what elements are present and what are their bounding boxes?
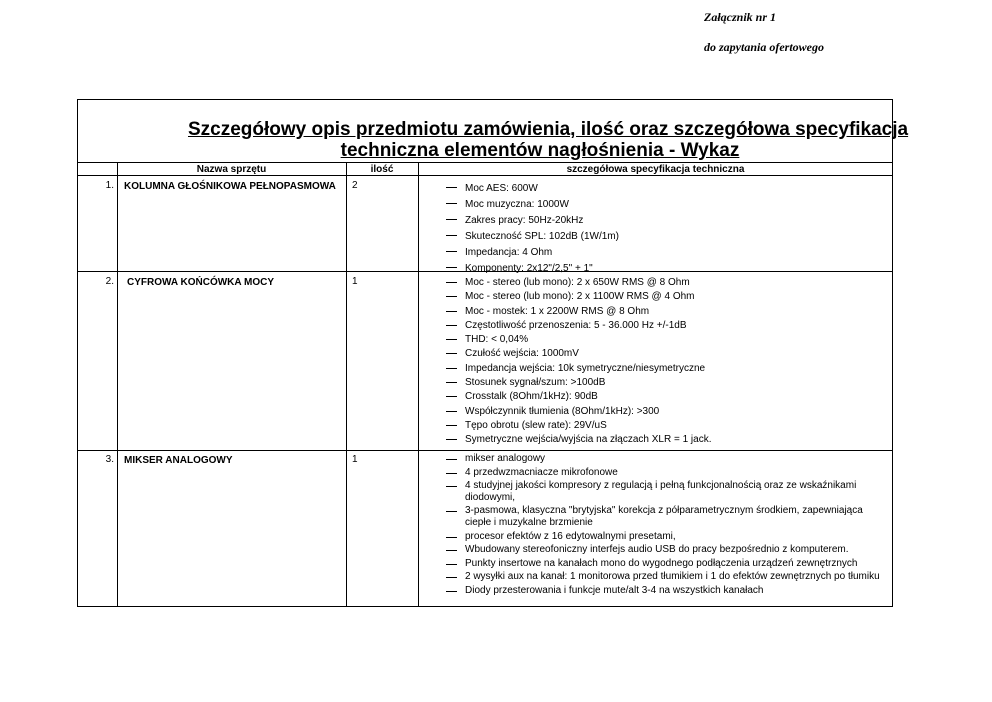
column-header-spec: szczegółowa specyfikacja techniczna (566, 164, 745, 175)
row-divider-2 (78, 450, 892, 451)
row-number: 2. (105, 276, 114, 287)
spec-item: 4 przedwzmacniacze mikrofonowe (419, 467, 889, 479)
row-quantity: 1 (352, 454, 358, 465)
row-number: 1. (105, 180, 114, 191)
row-item-name: MIKSER ANALOGOWY (124, 455, 233, 466)
spec-item: Impedancja: 4 Ohm (419, 245, 889, 261)
spec-item: Skuteczność SPL: 102dB (1W/1m) (419, 229, 889, 245)
spec-item: 3-pasmowa, klasyczna "brytyjska" korekcja z półparametrycznym środkiem, zapewniająca ciepłe i muzykalne brzmienie (419, 505, 889, 528)
spec-item: Częstotliwość przenoszenia: 5 - 36.000 Hz +/-1dB (419, 319, 889, 333)
spec-item: Moc - stereo (lub mono): 2 x 1100W RMS @ 4 Ohm (419, 290, 889, 304)
spec-item: Współczynnik tłumienia (8Ohm/1kHz): >300 (419, 405, 889, 419)
specification-table (77, 99, 909, 607)
header-top-rule (78, 162, 892, 163)
spec-item: Moc AES: 600W (419, 181, 889, 197)
spec-item: Tępo obrotu (slew rate): 29V/uS (419, 419, 889, 433)
spec-list (419, 181, 889, 277)
table-title-line2: techniczna elementów nagłośnienia - Wykaz (340, 140, 740, 161)
spec-item: 4 studyjnej jakości kompresory z regulacją i pełną funkcjonalnością oraz ze wskaźnikami diodowymi, (419, 480, 889, 503)
spec-item: Diody przesterowania i funkcje mute/alt 3-4 na wszystkich kanałach (419, 585, 889, 597)
column-header-name: Nazwa sprzętu (196, 164, 267, 175)
spec-item: Moc muzyczna: 1000W (419, 197, 889, 213)
row-quantity: 2 (352, 180, 358, 191)
spec-item: Stosunek sygnał/szum: >100dB (419, 376, 889, 390)
row-item-name: CYFROWA KOŃCÓWKA MOCY (127, 277, 275, 288)
spec-list (419, 453, 889, 597)
spec-item: Czułość wejścia: 1000mV (419, 347, 889, 361)
spec-item: Impedancja wejścia: 10k symetryczne/niesymetryczne (419, 362, 889, 376)
spec-item: mikser analogowy (419, 453, 889, 465)
spec-item: procesor efektów z 16 edytowalnymi presetami, (419, 531, 889, 543)
header-bottom-rule (78, 175, 892, 176)
spec-item: Punkty insertowe na kanałach mono do wygodnego podłączenia urządzeń zewnętrznych (419, 558, 889, 570)
spec-item: Moc - stereo (lub mono): 2 x 650W RMS @ 8 Ohm (419, 276, 889, 290)
row-item-name: KOLUMNA GŁOŚNIKOWA PEŁNOPASMOWA (124, 181, 336, 192)
spec-item: Moc - mostek: 1 x 2200W RMS @ 8 Ohm (419, 305, 889, 319)
spec-item: Zakres pracy: 50Hz-20kHz (419, 213, 889, 229)
row-number: 3. (105, 454, 114, 465)
column-header-qty: ilość (370, 164, 394, 175)
attachment-label: Załącznik nr 1 (704, 10, 777, 24)
column-rule-1 (117, 162, 118, 606)
spec-item: Symetryczne wejścia/wyjścia na złączach XLR = 1 jack. (419, 433, 889, 447)
spec-item: 2 wysyłki aux na kanał: 1 monitorowa przed tłumikiem i 1 do efektów zewnętrznych po tłumiku (419, 571, 889, 583)
spec-list (419, 276, 889, 448)
row-quantity: 1 (352, 276, 358, 287)
column-rule-2 (346, 162, 347, 606)
spec-item: THD: < 0,04% (419, 333, 889, 347)
spec-item: Komponenty: 2x12"/2,5" + 1" (419, 261, 889, 277)
spec-item: Crosstalk (8Ohm/1kHz): 90dB (419, 390, 889, 404)
attachment-subtitle: do zapytania ofertowego (704, 40, 824, 54)
spec-item: Wbudowany stereofoniczny interfejs audio USB do pracy bezpośrednio z komputerem. (419, 544, 889, 556)
table-title-line1: Szczegółowy opis przedmiotu zamówienia, ilość oraz szczegółowa specyfikacja (188, 119, 909, 140)
